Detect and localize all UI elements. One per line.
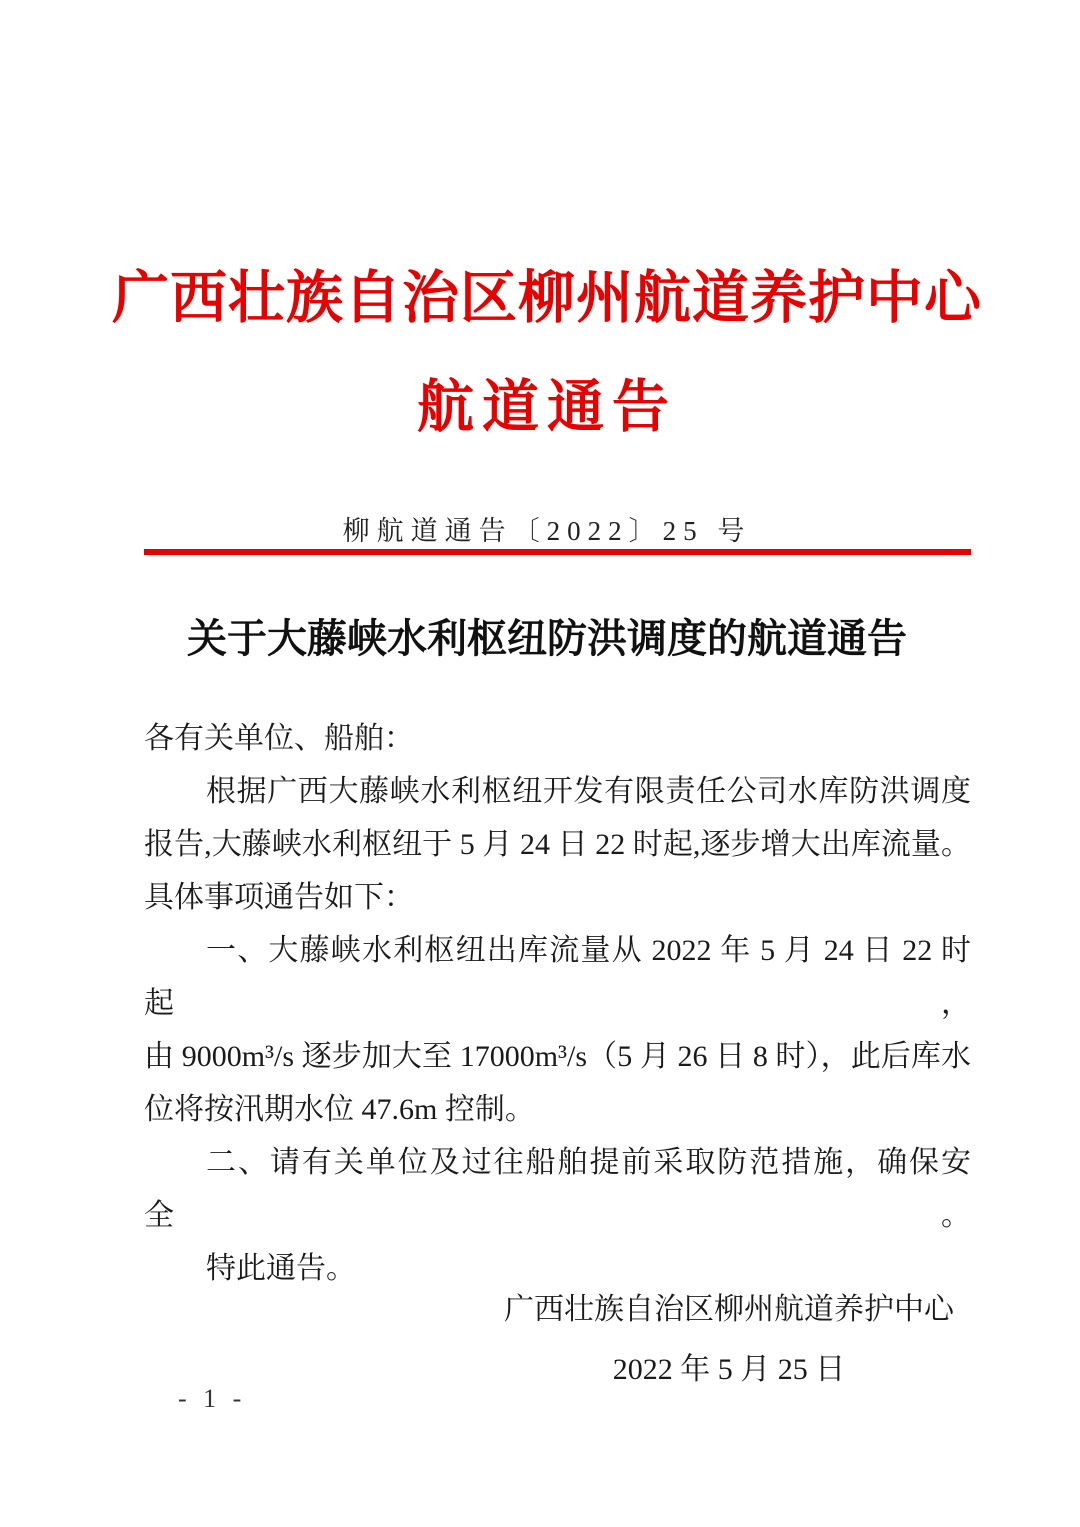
body-line-closing: 特此通告。 <box>206 1252 356 1285</box>
issue-date: 2022 年 5 月 25 日 <box>612 1353 846 1386</box>
body-line-item-1: 一、大藤峡水利枢纽出库流量从 2022 年 5 月 24 日 22 时起， <box>144 934 971 1020</box>
body-line-item-2: 二、请有关单位及过往船舶提前采取防范措施，确保安全。 <box>144 1146 971 1232</box>
page-number: - 1 - <box>178 1384 247 1413</box>
red-divider-rule <box>144 549 971 555</box>
body-line: 位将按汛期水位 47.6m 控制。 <box>144 1093 535 1126</box>
body-line: 由 9000m³/s 逐步加大至 17000m³/s（5 月 26 日 8 时），此后库水 <box>144 1040 971 1073</box>
signature-block <box>504 1280 954 1400</box>
notice-body <box>144 712 971 1295</box>
body-line-salutation: 各有关单位、船舶： <box>144 722 414 755</box>
body-line: 具体事项通告如下： <box>144 881 414 914</box>
document-title-line1: 广西壮族自治区柳州航道养护中心 <box>112 267 982 330</box>
body-line: 报告,大藤峡水利枢纽于 5 月 24 日 22 时起,逐步增大出库流量。 <box>144 828 971 861</box>
document-number: 柳航道通告〔2022〕25 号 <box>342 516 752 546</box>
document-title <box>104 267 990 439</box>
issuer-name: 广西壮族自治区柳州航道养护中心 <box>504 1293 954 1326</box>
notice-subject-heading: 关于大藤峡水利枢纽防洪调度的航道通告 <box>187 616 907 661</box>
document-title-line2: 航道通告 <box>417 376 677 439</box>
body-line: 根据广西大藤峡水利枢纽开发有限责任公司水库防洪调度 <box>206 775 971 808</box>
